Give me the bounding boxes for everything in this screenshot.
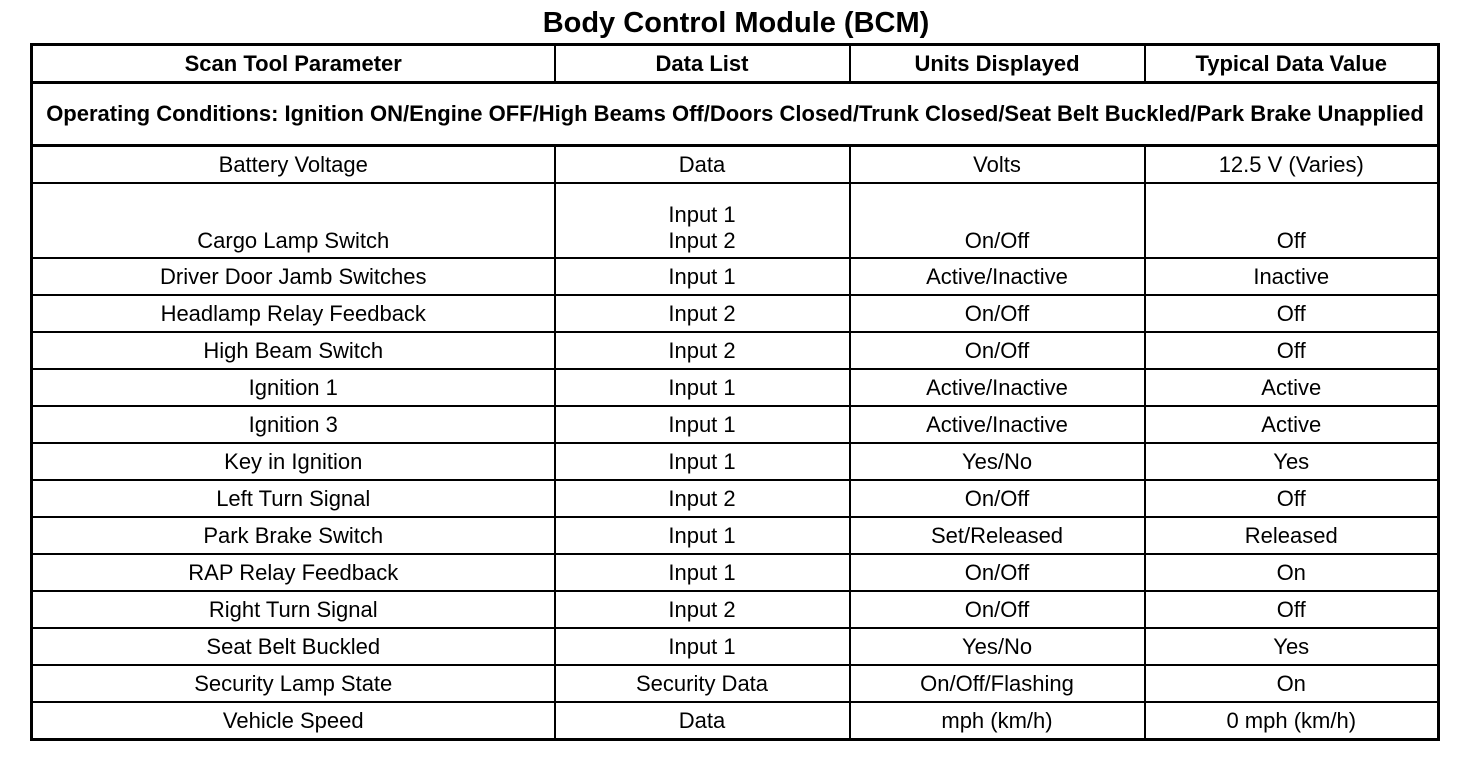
cell-typical-data-value: On: [1145, 554, 1439, 591]
cell-data-list: [555, 591, 850, 628]
table-row: [32, 628, 1439, 665]
cell-units-displayed: Active/Inactive: [850, 258, 1145, 295]
cell-data-list: [555, 480, 850, 517]
cell-scan-tool-parameter: Battery Voltage: [32, 146, 555, 184]
cell-typical-data-value: Active: [1145, 406, 1439, 443]
cell-typical-data-value: 12.5 V (Varies): [1145, 146, 1439, 184]
cell-scan-tool-parameter: Cargo Lamp Switch: [32, 183, 555, 258]
cell-scan-tool-parameter: Left Turn Signal: [32, 480, 555, 517]
cell-typical-data-value: Active: [1145, 369, 1439, 406]
data-list-entry: Input 2: [668, 485, 736, 511]
cell-typical-data-value: Yes: [1145, 628, 1439, 665]
cell-data-list: [555, 183, 850, 258]
cell-scan-tool-parameter: High Beam Switch: [32, 332, 555, 369]
data-list-entry: Input 1: [668, 263, 736, 289]
cell-data-list: [555, 665, 850, 702]
cell-units-displayed: Yes/No: [850, 443, 1145, 480]
table-row: [32, 146, 1439, 184]
cell-typical-data-value: Off: [1145, 183, 1439, 258]
cell-units-displayed: On/Off: [850, 554, 1145, 591]
data-list-entry: Input 1: [668, 633, 736, 659]
bcm-data-table: [30, 43, 1440, 741]
cell-units-displayed: On/Off: [850, 183, 1145, 258]
table-row: [32, 332, 1439, 369]
cell-scan-tool-parameter: Right Turn Signal: [32, 591, 555, 628]
cell-scan-tool-parameter: RAP Relay Feedback: [32, 554, 555, 591]
cell-typical-data-value: Off: [1145, 591, 1439, 628]
cell-units-displayed: Volts: [850, 146, 1145, 184]
table-row: [32, 665, 1439, 702]
cell-units-displayed: Set/Released: [850, 517, 1145, 554]
cell-data-list: [555, 146, 850, 184]
cell-typical-data-value: Yes: [1145, 443, 1439, 480]
table-row: [32, 183, 1439, 258]
cell-typical-data-value: Released: [1145, 517, 1439, 554]
table-row: [32, 480, 1439, 517]
cell-units-displayed: On/Off/Flashing: [850, 665, 1145, 702]
cell-units-displayed: On/Off: [850, 480, 1145, 517]
table-row: [32, 517, 1439, 554]
data-list-entry: Input 1: [668, 448, 736, 474]
cell-data-list: [555, 369, 850, 406]
data-list-entry: Input 1: [668, 522, 736, 548]
cell-typical-data-value: 0 mph (km/h): [1145, 702, 1439, 740]
cell-data-list: [555, 258, 850, 295]
page-title: Body Control Module (BCM): [542, 7, 930, 39]
cell-data-list: [555, 443, 850, 480]
cell-units-displayed: Active/Inactive: [850, 369, 1145, 406]
data-list-entry: Data: [678, 707, 726, 733]
cell-data-list: [555, 554, 850, 591]
cell-scan-tool-parameter: Driver Door Jamb Switches: [32, 258, 555, 295]
cell-units-displayed: On/Off: [850, 332, 1145, 369]
header-typical-data-value: Typical Data Value: [1145, 45, 1439, 83]
cell-data-list: [555, 295, 850, 332]
cell-scan-tool-parameter: Vehicle Speed: [32, 702, 555, 740]
cell-data-list: [555, 702, 850, 740]
cell-typical-data-value: Off: [1145, 332, 1439, 369]
table-row: [32, 406, 1439, 443]
data-list-entry: Input 2: [668, 300, 736, 326]
cell-scan-tool-parameter: Key in Ignition: [32, 443, 555, 480]
table-row: [32, 591, 1439, 628]
table-row: [32, 258, 1439, 295]
table-row: [32, 295, 1439, 332]
data-list-entry: Input 1: [668, 559, 736, 585]
data-list-entry: Input 1: [668, 374, 736, 400]
cell-scan-tool-parameter: Ignition 1: [32, 369, 555, 406]
cell-typical-data-value: Off: [1145, 480, 1439, 517]
data-list-entry: Input 2: [668, 337, 736, 363]
table-row: [32, 443, 1439, 480]
cell-data-list: [555, 628, 850, 665]
data-list-entry: Input 2: [668, 596, 736, 622]
cell-typical-data-value: Off: [1145, 295, 1439, 332]
header-units-displayed: Units Displayed: [850, 45, 1145, 83]
cell-units-displayed: On/Off: [850, 295, 1145, 332]
cell-data-list: [555, 406, 850, 443]
cell-scan-tool-parameter: Seat Belt Buckled: [32, 628, 555, 665]
cell-scan-tool-parameter: Ignition 3: [32, 406, 555, 443]
operating-conditions: Operating Conditions: Ignition ON/Engine OFF/High Beams Off/Doors Closed/Trunk Closed/Seat Belt Buckled/Park Brake Unapplied: [32, 83, 1439, 146]
table-row: [32, 702, 1439, 740]
cell-typical-data-value: Inactive: [1145, 258, 1439, 295]
data-list-entry: Security Data: [635, 670, 769, 696]
data-list-entry: Input 1: [668, 411, 736, 437]
data-list-entry: Input 1: [668, 202, 736, 227]
header-row: [32, 45, 1439, 83]
cell-units-displayed: On/Off: [850, 591, 1145, 628]
cell-units-displayed: mph (km/h): [850, 702, 1145, 740]
header-data-list: Data List: [555, 45, 850, 83]
table-row: [32, 369, 1439, 406]
cell-scan-tool-parameter: Park Brake Switch: [32, 517, 555, 554]
cell-data-list: [555, 517, 850, 554]
data-list-entry: Input 2: [668, 228, 736, 253]
cell-typical-data-value: On: [1145, 665, 1439, 702]
data-list-entry: Data: [678, 151, 726, 177]
cell-units-displayed: Active/Inactive: [850, 406, 1145, 443]
cell-scan-tool-parameter: Security Lamp State: [32, 665, 555, 702]
cell-scan-tool-parameter: Headlamp Relay Feedback: [32, 295, 555, 332]
cell-units-displayed: Yes/No: [850, 628, 1145, 665]
table-row: [32, 554, 1439, 591]
cell-data-list: [555, 332, 850, 369]
header-scan-tool-parameter: Scan Tool Parameter: [32, 45, 555, 83]
operating-conditions-row: [32, 83, 1439, 146]
